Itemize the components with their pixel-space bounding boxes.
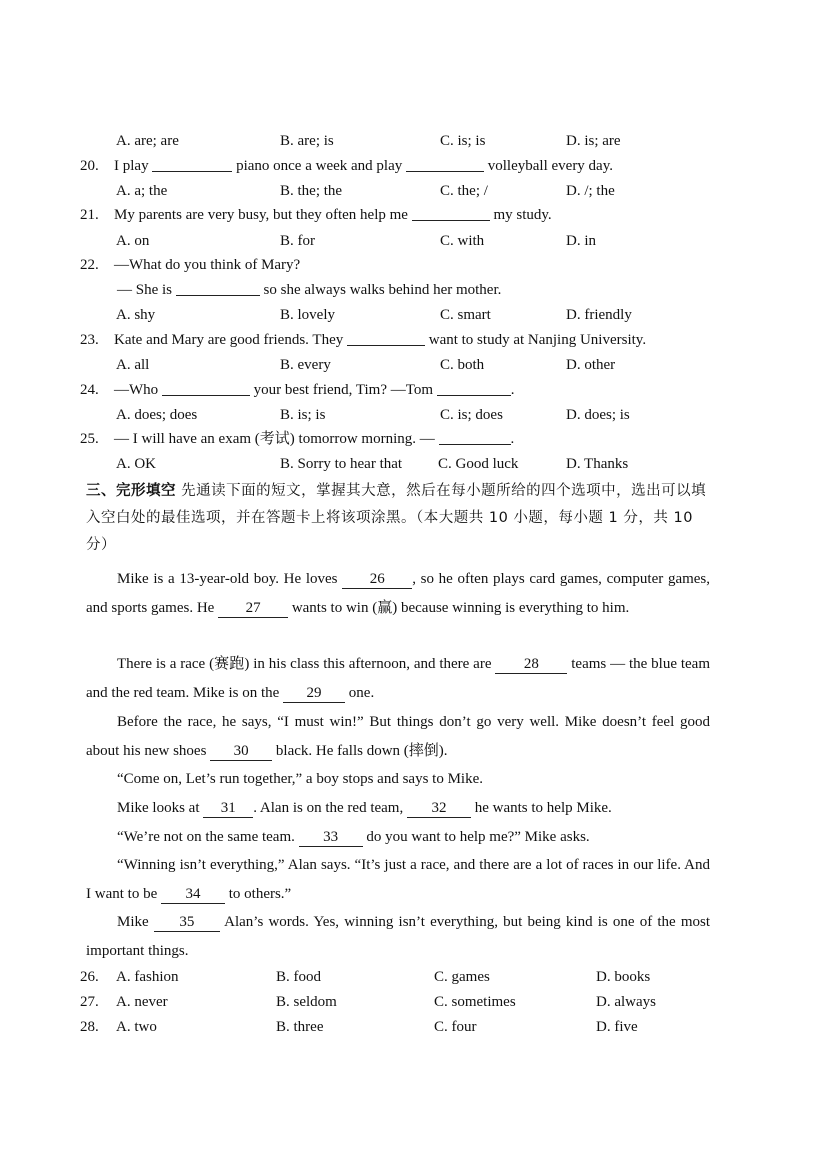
- option-c: C. with: [440, 233, 485, 249]
- option-d: D. books: [596, 969, 651, 985]
- q25-options: [0, 452, 816, 476]
- question-text: I play piano once a week and play volleyball every day.: [114, 154, 613, 178]
- answer-blank: [437, 379, 511, 396]
- option-c: C. the; /: [440, 183, 488, 199]
- passage-paragraph-6: “We’re not on the same team. 33 do you want to help me?” Mike asks.: [117, 829, 590, 845]
- question-number: 21.: [80, 207, 99, 223]
- blank-31: 31: [203, 799, 253, 818]
- answer-blank: [162, 379, 250, 396]
- q21-options: [0, 229, 816, 253]
- option-b: B. for: [280, 233, 315, 249]
- option-d: D. Thanks: [566, 456, 629, 472]
- q25-stem: [0, 427, 816, 451]
- option-d: D. is; are: [566, 133, 621, 149]
- question-number: 28.: [80, 1019, 99, 1035]
- q22-stem: [0, 253, 816, 277]
- option-d: D. other: [566, 357, 616, 373]
- option-b: B. Sorry to hear that: [280, 456, 403, 472]
- blank-32: 32: [407, 799, 471, 818]
- passage-paragraph-8: Mike 35 Alan’s words. Yes, winning isn’t everything, but being kind is one of the most important things.: [86, 914, 711, 959]
- option-c: C. is; does: [440, 407, 503, 423]
- blank-33: 33: [299, 828, 363, 847]
- option-a: A. two: [116, 1019, 157, 1035]
- option-b: B. three: [276, 1019, 324, 1035]
- option-d: D. does; is: [566, 407, 630, 423]
- blank-35: 35: [154, 913, 220, 932]
- option-c: C. sometimes: [434, 994, 516, 1010]
- passage-paragraph-7: “Winning isn’t everything,” Alan says. “It’s just a race, and there are a lot of races in our life. And I want to be 34 to others.”: [86, 857, 710, 902]
- q26-options: [0, 965, 816, 989]
- blank-28: 28: [495, 655, 567, 674]
- blank-29: 29: [283, 684, 345, 703]
- q20-options: [0, 179, 816, 203]
- option-d: D. /; the: [566, 183, 615, 199]
- q19-options: [0, 129, 816, 153]
- question-text: —What do you think of Mary?: [114, 257, 301, 273]
- question-number: 20.: [80, 158, 99, 174]
- question-text: — She is so she always walks behind her mother.: [117, 278, 501, 302]
- q24-options: [0, 403, 816, 427]
- answer-blank: [406, 155, 484, 172]
- option-a: A. never: [116, 994, 168, 1010]
- option-d: D. five: [596, 1019, 638, 1035]
- option-a: A. OK: [116, 456, 156, 472]
- q22-options: [0, 303, 816, 327]
- q21-stem: [0, 203, 816, 227]
- option-c: C. both: [440, 357, 485, 373]
- option-a: A. all: [116, 357, 150, 373]
- question-text: —Who your best friend, Tim? —Tom .: [114, 378, 515, 402]
- answer-blank: [176, 279, 260, 296]
- blank-34: 34: [161, 885, 225, 904]
- option-d: D. friendly: [566, 307, 632, 323]
- section-directions: 先通读下面的短文，掌握其大意，然后在每小题所给的四个选项中，选出可以填入空白处的最佳选项，并在答题卡上将该项涂黑。（本大题共 10 小题，每小题 1 分，共 10 分）: [86, 483, 707, 553]
- option-c: C. four: [434, 1019, 477, 1035]
- question-number: 23.: [80, 332, 99, 348]
- passage-paragraph-2: There is a race (赛跑) in his class this afternoon, and there are 28 teams — the blue team and the red team. Mike is on the 29 one.: [86, 656, 710, 701]
- option-c: C. Good luck: [438, 456, 519, 472]
- option-a: A. on: [116, 233, 150, 249]
- option-b: B. lovely: [280, 307, 335, 323]
- passage-paragraph-3: Before the race, he says, “I must win!” But things don’t go very well. Mike doesn’t feel good about his new shoes 30 black. He falls down (摔倒).: [86, 714, 710, 759]
- question-number: 25.: [80, 431, 99, 447]
- question-number: 24.: [80, 382, 99, 398]
- q23-stem: [0, 328, 816, 352]
- q22-response: [0, 278, 816, 302]
- answer-blank: [412, 204, 490, 221]
- passage-paragraph-4: “Come on, Let’s run together,” a boy stops and says to Mike.: [117, 771, 483, 787]
- answer-blank: [152, 155, 232, 172]
- question-text: Kate and Mary are good friends. They want to study at Nanjing University.: [114, 328, 646, 352]
- question-number: 27.: [80, 994, 99, 1010]
- passage-paragraph-1: Mike is a 13-year-old boy. He loves 26 , so he often plays card games, computer games, and sports games. He 27 wants to win (赢) because winning is everything to him.: [86, 571, 711, 616]
- option-a: A. a; the: [116, 183, 168, 199]
- option-a: A. does; does: [116, 407, 198, 423]
- option-b: B. every: [280, 357, 331, 373]
- answer-blank: [439, 428, 511, 445]
- option-d: D. always: [596, 994, 656, 1010]
- section-instructions: [86, 478, 712, 559]
- blank-30: 30: [210, 742, 272, 761]
- option-c: C. smart: [440, 307, 491, 323]
- blank-26: 26: [342, 570, 412, 589]
- q28-options: [0, 1015, 816, 1039]
- q24-stem: [0, 378, 816, 402]
- q20-stem: [0, 154, 816, 178]
- option-a: A. are; are: [116, 133, 179, 149]
- answer-blank: [347, 329, 425, 346]
- option-a: A. fashion: [116, 969, 179, 985]
- section-title: 三、完形填空: [86, 483, 176, 499]
- option-c: C. is; is: [440, 133, 486, 149]
- question-text: My parents are very busy, but they often help me my study.: [114, 203, 552, 227]
- q27-options: [0, 990, 816, 1014]
- option-c: C. games: [434, 969, 490, 985]
- option-b: B. is; is: [280, 407, 326, 423]
- question-text: — I will have an exam (考试) tomorrow morning. — .: [114, 427, 514, 451]
- option-a: A. shy: [116, 307, 156, 323]
- option-b: B. are; is: [280, 133, 334, 149]
- blank-27: 27: [218, 599, 288, 618]
- passage-paragraph-5: Mike looks at 31 . Alan is on the red team, 32 he wants to help Mike.: [117, 800, 612, 816]
- option-b: B. food: [276, 969, 321, 985]
- question-number: 22.: [80, 257, 99, 273]
- q23-options: [0, 353, 816, 377]
- option-b: B. the; the: [280, 183, 343, 199]
- question-number: 26.: [80, 969, 99, 985]
- option-b: B. seldom: [276, 994, 337, 1010]
- option-d: D. in: [566, 233, 596, 249]
